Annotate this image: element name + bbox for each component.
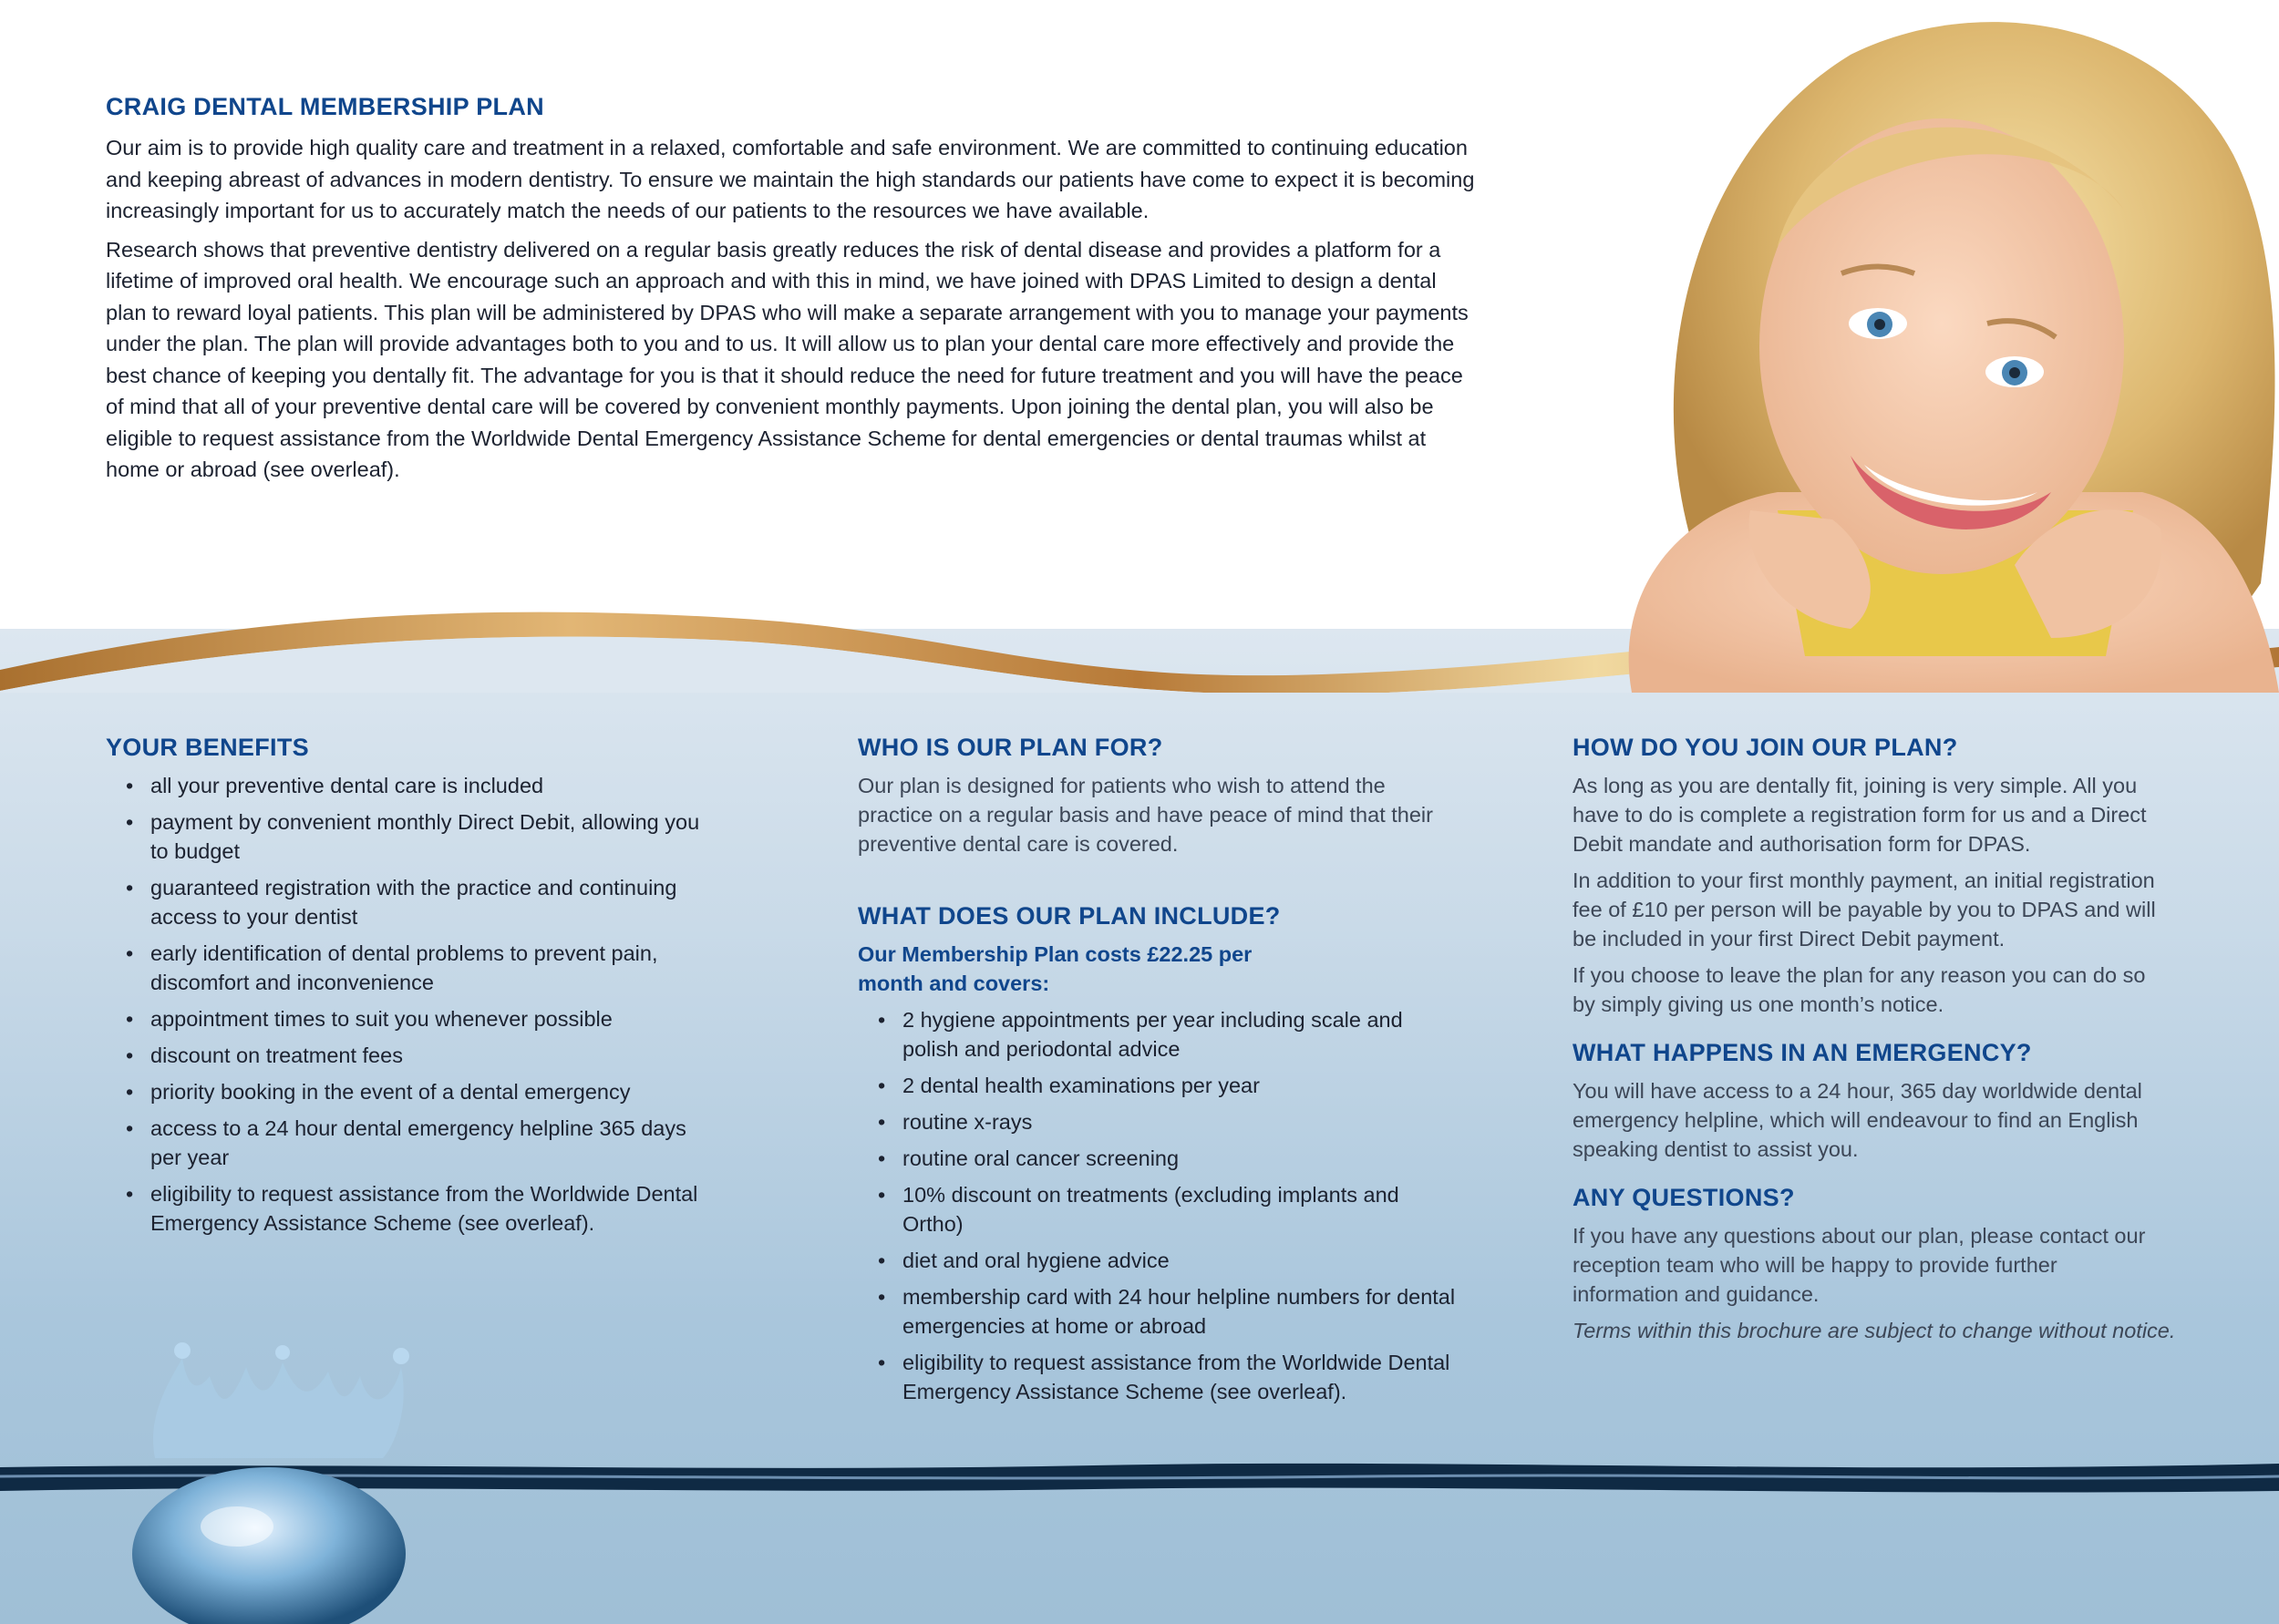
intro-paragraph-2: Research shows that preventive dentistry delivered on a regular basis greatly reduces the risk of dental disease and provides a platform for a lifetime of improved oral health. We encourage such an approach and with this in mind, we have joined with DPAS Limited to design a dental plan to reward loyal patients. This plan will be administered by DPAS who will make a separate arrangement with you to manage your payments under the plan. The plan will provide advantages both to you and to us. It will allow us to plan your dental care more effectively and provide the best chance of keeping you dentally fit. The advantage for you is that it should reduce the need for future treatment and you will have the peace of mind that all of your preventive dental care will be covered by convenient monthly payments. Upon joining the dental plan, you will also be eligible to request assistance from the Worldwide Dental Emergency Assistance Scheme for dental emergencies or dental traumas whilst at home or abroad (see overleaf). <box>106 237 1469 481</box>
plan-cost: Our Membership Plan costs £22.25 per month and covers: <box>858 942 1253 995</box>
list-item: • eligibility to request assistance from the Worldwide Dental Emergency Assistance Scheme (see overleaf). <box>858 1348 1459 1406</box>
join-section <box>1573 734 2176 1345</box>
join-heading: HOW DO YOU JOIN OUR PLAN? <box>1573 734 1958 761</box>
list-item: • 2 dental health examinations per year <box>858 1071 1459 1100</box>
page-title: CRAIG DENTAL MEMBERSHIP PLAN <box>106 93 544 120</box>
list-item: • membership card with 24 hour helpline numbers for dental emergencies at home or abroad <box>858 1282 1459 1341</box>
include-list <box>858 1005 1459 1406</box>
list-item: • diet and oral hygiene advice <box>858 1246 1459 1275</box>
list-item: • 10% discount on treatments (excluding implants and Ortho) <box>858 1180 1459 1239</box>
smiling-woman-photo <box>1504 0 2279 693</box>
list-item: • routine oral cancer screening <box>858 1144 1459 1173</box>
list-item: • routine x-rays <box>858 1107 1459 1136</box>
list-item: • early identification of dental problems to prevent pain, discomfort and inconvenience <box>106 939 707 997</box>
list-item: • payment by convenient monthly Direct Debit, allowing you to budget <box>106 807 707 866</box>
list-item: • eligibility to request assistance from the Worldwide Dental Emergency Assistance Scheme (see overleaf). <box>106 1179 707 1238</box>
list-item: • priority booking in the event of a dental emergency <box>106 1077 707 1106</box>
list-item: • appointment times to suit you whenever possible <box>106 1004 707 1033</box>
join-paragraph-2: In addition to your first monthly payment, an initial registration fee of £10 per person will be payable by you to DPAS and will be included in your first Direct Debit payment. <box>1573 869 2156 951</box>
intro-paragraph-1: Our aim is to provide high quality care and treatment in a relaxed, comfortable and safe environment. We are committed to continuing education and keeping abreast of advances in modern dentistry. To ensure we maintain the high standards our patients have come to expect it is becoming increasingly important for us to accurately match the needs of our patients to the resources we have available. <box>106 136 1475 222</box>
list-item: • discount on treatment fees <box>106 1041 707 1070</box>
benefits-list <box>106 771 707 1238</box>
terms-notice: Terms within this brochure are subject to change without notice. <box>1573 1319 2176 1342</box>
emergency-heading: WHAT HAPPENS IN AN EMERGENCY? <box>1573 1039 2032 1066</box>
benefits-section <box>106 734 707 1245</box>
intro-section <box>106 93 1482 493</box>
plan-details-section <box>858 734 1459 1413</box>
water-splash-image <box>119 1340 474 1624</box>
benefits-heading: YOUR BENEFITS <box>106 734 309 761</box>
questions-heading: ANY QUESTIONS? <box>1573 1184 1795 1211</box>
who-text: Our plan is designed for patients who wish to attend the practice on a regular basis and have peace of mind that their preventive dental care is covered. <box>858 774 1433 856</box>
list-item: • access to a 24 hour dental emergency helpline 365 days per year <box>106 1114 707 1172</box>
list-item: • all your preventive dental care is included <box>106 771 707 800</box>
include-heading: WHAT DOES OUR PLAN INCLUDE? <box>858 902 1281 930</box>
who-heading: WHO IS OUR PLAN FOR? <box>858 734 1163 761</box>
join-paragraph-1: As long as you are dentally fit, joining is very simple. All you have to do is complete a registration form for us and a Direct Debit mandate and authorisation form for DPAS. <box>1573 774 2147 856</box>
list-item: • 2 hygiene appointments per year including scale and polish and periodontal advice <box>858 1005 1459 1064</box>
join-paragraph-3: If you choose to leave the plan for any reason you can do so by simply giving us one month’s notice. <box>1573 963 2146 1016</box>
emergency-text: You will have access to a 24 hour, 365 day worldwide dental emergency helpline, which will endeavour to find an English speaking dentist to assist you. <box>1573 1079 2142 1161</box>
questions-text: If you have any questions about our plan, please contact our reception team who will be happy to provide further information and guidance. <box>1573 1224 2146 1306</box>
list-item: • guaranteed registration with the practice and continuing access to your dentist <box>106 873 707 931</box>
